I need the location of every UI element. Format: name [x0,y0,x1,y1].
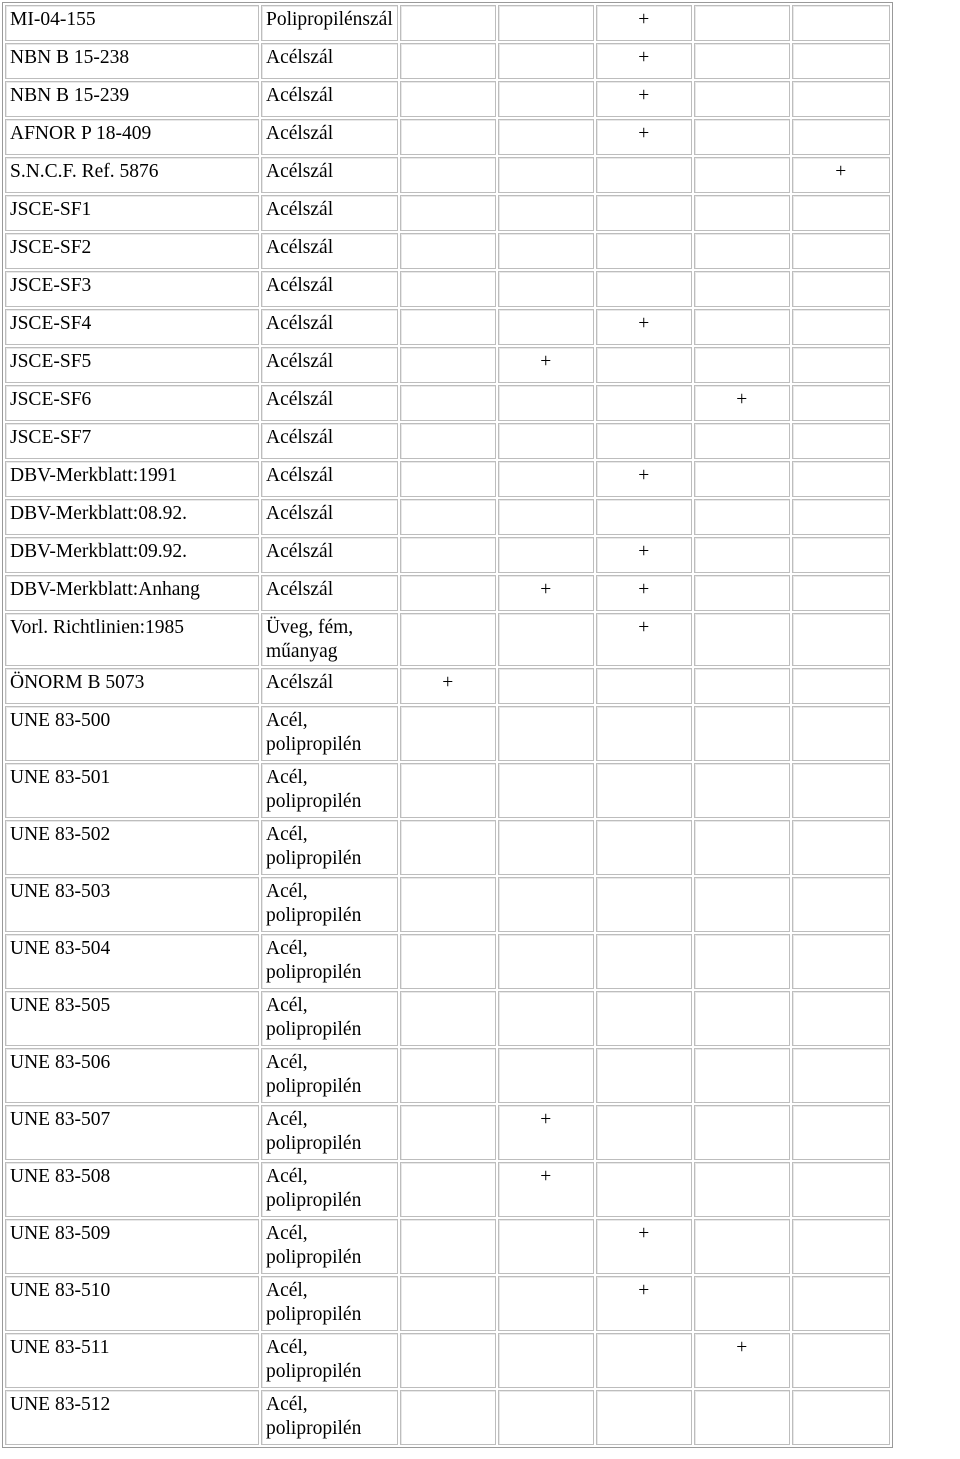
table-row [5,934,890,989]
mark-cell [498,1048,594,1103]
mark-cell: + [596,309,692,345]
mark-cell: + [596,1276,692,1331]
mark-cell: + [596,461,692,497]
mark-cell [596,1390,692,1445]
table-row [5,613,890,666]
mark-cell [694,43,790,79]
mark-cell [498,934,594,989]
mark-cell [498,423,594,459]
mark-cell [498,1390,594,1445]
material-cell: Acél, polipropilén [261,1333,398,1388]
table-row [5,119,890,155]
mark-cell: + [498,1162,594,1217]
mark-cell [694,575,790,611]
mark-cell [694,1048,790,1103]
mark-cell [596,1162,692,1217]
standard-cell: DBV-Merkblatt:08.92. [5,499,259,535]
mark-cell [400,1219,496,1274]
mark-cell [792,309,890,345]
mark-cell [694,1390,790,1445]
mark-cell [596,991,692,1046]
standard-cell: UNE 83-502 [5,820,259,875]
table-row [5,1333,890,1388]
material-cell: Acél, polipropilén [261,991,398,1046]
standard-cell: DBV-Merkblatt:1991 [5,461,259,497]
table-row [5,1219,890,1274]
mark-cell [694,1105,790,1160]
mark-cell [694,934,790,989]
mark-cell [694,613,790,666]
mark-cell [498,820,594,875]
material-cell: Acél, polipropilén [261,1162,398,1217]
mark-cell [400,347,496,383]
standard-cell: UNE 83-508 [5,1162,259,1217]
mark-cell [792,5,890,41]
mark-cell [694,537,790,573]
material-cell: Acélszál [261,461,398,497]
standard-cell: UNE 83-509 [5,1219,259,1274]
mark-cell [694,1276,790,1331]
mark-cell [498,499,594,535]
mark-cell [694,309,790,345]
mark-cell [596,820,692,875]
mark-cell [400,575,496,611]
mark-cell [498,309,594,345]
mark-cell [792,668,890,704]
table-row [5,195,890,231]
mark-cell [792,271,890,307]
standard-cell: NBN B 15-238 [5,43,259,79]
mark-cell: + [596,613,692,666]
mark-cell [792,991,890,1046]
mark-cell: + [400,668,496,704]
mark-cell [400,613,496,666]
material-cell: Acél, polipropilén [261,1219,398,1274]
mark-cell [498,233,594,269]
standard-cell: JSCE-SF2 [5,233,259,269]
table-row [5,157,890,193]
mark-cell [596,347,692,383]
mark-cell [596,233,692,269]
mark-cell [694,1219,790,1274]
mark-cell [400,271,496,307]
mark-cell [498,763,594,818]
material-cell: Polipropilénszál [261,5,398,41]
mark-cell [400,195,496,231]
mark-cell [596,499,692,535]
table-row [5,1048,890,1103]
table-row [5,1162,890,1217]
mark-cell: + [596,575,692,611]
mark-cell [792,347,890,383]
material-cell: Acélszál [261,668,398,704]
material-cell: Acélszál [261,157,398,193]
mark-cell [694,1162,790,1217]
standard-cell: UNE 83-500 [5,706,259,761]
mark-cell: + [498,1105,594,1160]
mark-cell [792,1048,890,1103]
standard-cell: JSCE-SF5 [5,347,259,383]
mark-cell [596,706,692,761]
mark-cell [694,668,790,704]
mark-cell: + [694,1333,790,1388]
mark-cell [400,1390,496,1445]
mark-cell [400,385,496,421]
mark-cell [400,233,496,269]
mark-cell [400,706,496,761]
table-row [5,423,890,459]
table-row [5,537,890,573]
standard-cell: DBV-Merkblatt:09.92. [5,537,259,573]
mark-cell [498,1219,594,1274]
material-cell: Acél, polipropilén [261,1105,398,1160]
mark-cell: + [596,81,692,117]
standards-table [2,2,893,1448]
material-cell: Acél, polipropilén [261,820,398,875]
mark-cell [498,1276,594,1331]
material-cell: Acél, polipropilén [261,763,398,818]
mark-cell [400,1105,496,1160]
standard-cell: NBN B 15-239 [5,81,259,117]
mark-cell [792,763,890,818]
standard-cell: UNE 83-512 [5,1390,259,1445]
mark-cell [792,385,890,421]
table-row [5,347,890,383]
standard-cell: UNE 83-511 [5,1333,259,1388]
table-row [5,1390,890,1445]
standards-table-body [5,5,890,1445]
standard-cell: Vorl. Richtlinien:1985 [5,613,259,666]
mark-cell [400,1162,496,1217]
mark-cell [694,233,790,269]
mark-cell [792,81,890,117]
mark-cell [694,763,790,818]
standard-cell: UNE 83-506 [5,1048,259,1103]
mark-cell [498,1333,594,1388]
mark-cell [400,119,496,155]
mark-cell [596,1105,692,1160]
mark-cell [498,877,594,932]
mark-cell [792,537,890,573]
mark-cell [792,934,890,989]
table-row [5,81,890,117]
mark-cell [596,1333,692,1388]
material-cell: Üveg, fém, műanyag [261,613,398,666]
mark-cell [792,1105,890,1160]
standard-cell: UNE 83-501 [5,763,259,818]
mark-cell [792,1219,890,1274]
mark-cell: + [596,537,692,573]
mark-cell [792,1276,890,1331]
mark-cell [694,423,790,459]
table-row [5,5,890,41]
mark-cell [498,43,594,79]
mark-cell [792,195,890,231]
material-cell: Acél, polipropilén [261,1048,398,1103]
table-row [5,385,890,421]
table-row [5,575,890,611]
mark-cell [498,195,594,231]
mark-cell [596,877,692,932]
mark-cell [694,271,790,307]
standard-cell: JSCE-SF3 [5,271,259,307]
mark-cell [400,934,496,989]
mark-cell [498,991,594,1046]
mark-cell [498,706,594,761]
standard-cell: UNE 83-510 [5,1276,259,1331]
mark-cell [694,991,790,1046]
standard-cell: JSCE-SF6 [5,385,259,421]
material-cell: Acél, polipropilén [261,706,398,761]
mark-cell [694,706,790,761]
material-cell: Acél, polipropilén [261,934,398,989]
mark-cell [400,763,496,818]
mark-cell [596,763,692,818]
table-row [5,461,890,497]
mark-cell [498,271,594,307]
mark-cell [694,157,790,193]
standard-cell: JSCE-SF1 [5,195,259,231]
mark-cell [400,157,496,193]
mark-cell [400,81,496,117]
mark-cell [498,613,594,666]
standard-cell: AFNOR P 18-409 [5,119,259,155]
mark-cell: + [596,43,692,79]
mark-cell [792,613,890,666]
standard-cell: UNE 83-503 [5,877,259,932]
mark-cell [400,43,496,79]
mark-cell [792,499,890,535]
material-cell: Acélszál [261,119,398,155]
mark-cell [400,991,496,1046]
material-cell: Acélszál [261,81,398,117]
standard-cell: JSCE-SF7 [5,423,259,459]
mark-cell [792,43,890,79]
mark-cell [596,385,692,421]
mark-cell [792,575,890,611]
material-cell: Acélszál [261,271,398,307]
standard-cell: UNE 83-504 [5,934,259,989]
standard-cell: JSCE-SF4 [5,309,259,345]
material-cell: Acél, polipropilén [261,877,398,932]
table-row [5,991,890,1046]
table-row [5,763,890,818]
mark-cell [694,119,790,155]
mark-cell [596,1048,692,1103]
mark-cell: + [694,385,790,421]
material-cell: Acélszál [261,537,398,573]
mark-cell [694,877,790,932]
material-cell: Acélszál [261,43,398,79]
mark-cell [694,5,790,41]
mark-cell [596,934,692,989]
mark-cell [400,423,496,459]
mark-cell [792,233,890,269]
mark-cell [400,461,496,497]
table-row [5,820,890,875]
material-cell: Acélszál [261,575,398,611]
table-row [5,668,890,704]
standard-cell: DBV-Merkblatt:Anhang [5,575,259,611]
mark-cell [694,81,790,117]
mark-cell [694,461,790,497]
mark-cell [400,537,496,573]
standard-cell: MI-04-155 [5,5,259,41]
mark-cell [498,537,594,573]
table-row [5,499,890,535]
mark-cell [792,706,890,761]
table-row [5,271,890,307]
standard-cell: UNE 83-505 [5,991,259,1046]
material-cell: Acélszál [261,195,398,231]
mark-cell [792,1333,890,1388]
mark-cell: + [596,119,692,155]
mark-cell: + [792,157,890,193]
material-cell: Acél, polipropilén [261,1390,398,1445]
mark-cell [792,423,890,459]
material-cell: Acélszál [261,347,398,383]
table-row [5,1105,890,1160]
mark-cell [400,309,496,345]
mark-cell [792,820,890,875]
mark-cell: + [498,347,594,383]
mark-cell [792,877,890,932]
mark-cell [498,668,594,704]
standard-cell: ÖNORM B 5073 [5,668,259,704]
mark-cell [596,157,692,193]
mark-cell [498,461,594,497]
mark-cell [596,668,692,704]
mark-cell [694,347,790,383]
mark-cell [498,81,594,117]
mark-cell [596,271,692,307]
mark-cell [596,423,692,459]
table-row [5,233,890,269]
material-cell: Acélszál [261,423,398,459]
table-row [5,1276,890,1331]
mark-cell [792,1162,890,1217]
material-cell: Acélszál [261,499,398,535]
table-row [5,309,890,345]
mark-cell: + [498,575,594,611]
table-row [5,43,890,79]
mark-cell [400,877,496,932]
standard-cell: S.N.C.F. Ref. 5876 [5,157,259,193]
mark-cell [792,119,890,155]
mark-cell: + [596,5,692,41]
mark-cell [498,5,594,41]
mark-cell [400,499,496,535]
mark-cell [400,5,496,41]
mark-cell [400,1333,496,1388]
standard-cell: UNE 83-507 [5,1105,259,1160]
mark-cell [498,119,594,155]
table-row [5,706,890,761]
material-cell: Acélszál [261,309,398,345]
mark-cell [400,820,496,875]
mark-cell [498,385,594,421]
mark-cell [400,1048,496,1103]
mark-cell [596,195,692,231]
material-cell: Acélszál [261,385,398,421]
mark-cell [498,157,594,193]
mark-cell [400,1276,496,1331]
table-row [5,877,890,932]
mark-cell [694,195,790,231]
mark-cell [792,1390,890,1445]
mark-cell: + [596,1219,692,1274]
material-cell: Acél, polipropilén [261,1276,398,1331]
mark-cell [792,461,890,497]
mark-cell [694,820,790,875]
material-cell: Acélszál [261,233,398,269]
mark-cell [694,499,790,535]
